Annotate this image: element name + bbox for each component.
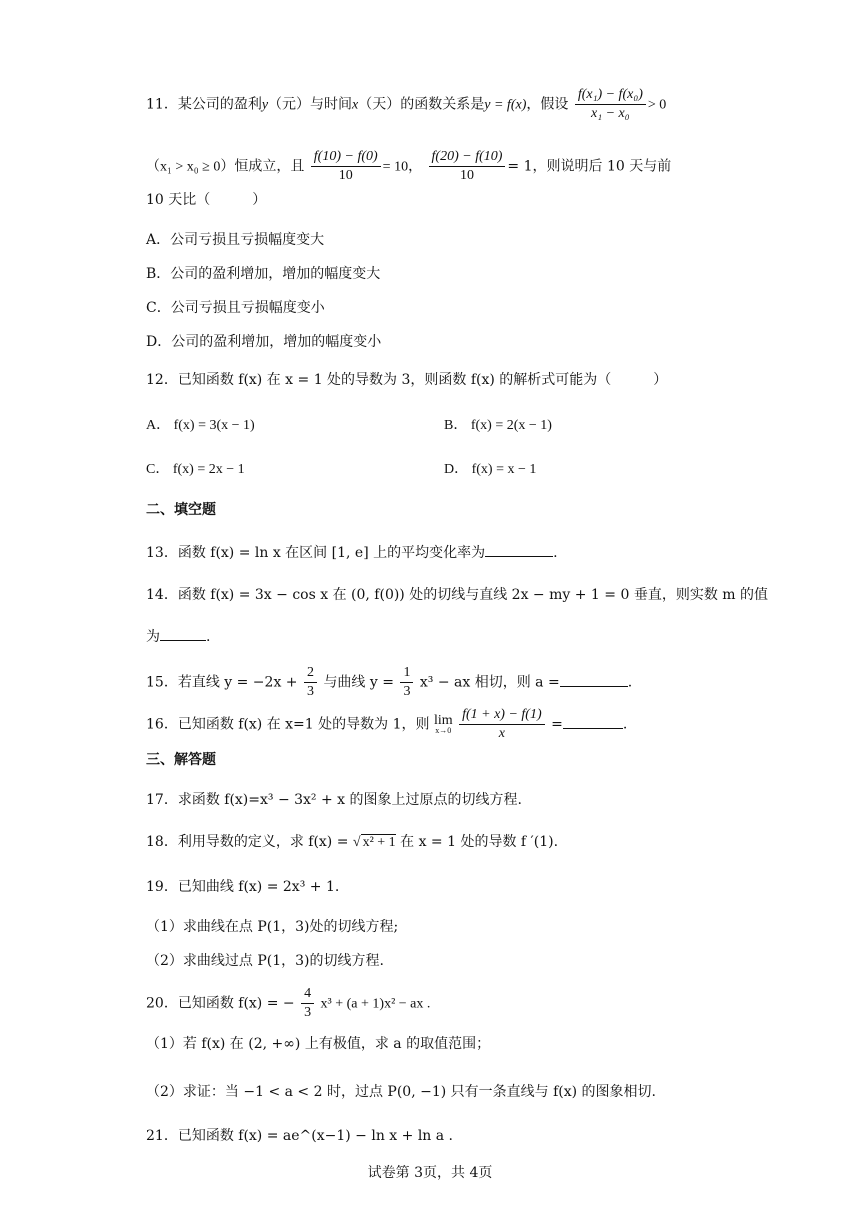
q11-gt0: > 0: [647, 97, 667, 113]
q20-text-b: x³ + (a + 1)x² − ax .: [320, 996, 431, 1012]
q11-frac1-den: 10: [338, 168, 353, 183]
q14-line2: [146, 626, 210, 647]
q19-part2: （2）求曲线过点 P(1，3)的切线方程.: [146, 953, 384, 969]
q11-option-c: C．公司亏损且亏损幅度变小: [146, 300, 325, 316]
q18-radicand: x² + 1: [362, 835, 396, 850]
q15-frac2-den: 3: [403, 684, 411, 699]
q18-text-a: 18．利用导数的定义，求 f(x) =: [146, 834, 349, 850]
q16-period: .: [622, 716, 628, 733]
q12-option-a: A． f(x) = 3(x − 1): [146, 418, 255, 433]
q15-frac1-den: 3: [306, 684, 314, 699]
q11-option-a: A．公司亏损且亏损幅度变大: [146, 232, 325, 248]
q20-part2: （2）求证：当 −1 < a < 2 时，过点 P(0, −1) 只有一条直线与 f(x) 的图象相切.: [146, 1084, 657, 1100]
q16-lim-label: lim: [433, 712, 453, 728]
q12-stem: 12．已知函数 f(x) 在 x = 1 处的导数为 3，则函数 f(x) 的解析式可能为（ ）: [146, 372, 668, 388]
q19-stem: 19．已知曲线 f(x) = 2x³ + 1.: [146, 879, 340, 895]
q18-text-b: 在 x = 1 处的导数 f ′(1).: [400, 834, 559, 850]
q11-fraction-2: [429, 148, 506, 185]
q11-frac-num: f(x₁) − f(x₀): [575, 86, 646, 105]
q14-answer-blank[interactable]: [160, 626, 206, 641]
q15: [146, 664, 632, 701]
q11-option-d: D．公司的盈利增加，增加的幅度变小: [146, 334, 382, 350]
q11-condition: （x₁ > x₀ ≥ 0）恒成立，且: [146, 159, 305, 175]
q16-frac-num: f(1 + x) − f(1): [459, 706, 545, 725]
q17: 17．求函数 f(x)=x³ − 3x² + x 的图象上过原点的切线方程.: [146, 792, 522, 808]
q12-option-c: C． f(x) = 2x − 1: [146, 462, 245, 477]
q16-limit: [433, 712, 453, 735]
q11-line1: [146, 86, 666, 123]
section-fill-in-heading: 二、填空题: [146, 502, 216, 518]
q11-line2: [146, 148, 671, 185]
q11-line3: 10 天比（ ）: [146, 192, 267, 208]
q13-text: 13．函数 f(x) = ln x 在区间 [1, e] 上的平均变化率为: [146, 545, 486, 561]
q11-var-y: y: [261, 97, 269, 113]
q16-fraction: [459, 706, 545, 743]
q11-var-x: x: [352, 97, 359, 113]
q15-text-a: 15．若直线 y = −2x +: [146, 674, 298, 691]
q16-eq: =: [551, 716, 563, 733]
sqrt-icon: √: [352, 835, 361, 850]
q19-part1: （1）求曲线在点 P(1，3)处的切线方程;: [146, 919, 399, 935]
q12-option-d: D． f(x) = x − 1: [444, 462, 537, 477]
q11-fraction-1: [311, 148, 381, 185]
q15-frac1-num: 2: [304, 664, 317, 683]
q14-period: .: [206, 629, 211, 645]
q13-answer-blank[interactable]: [485, 542, 553, 557]
q11-eq1: = 1，则说明后 10 天与前: [507, 158, 672, 175]
q11-text-b: （元）与时间: [268, 96, 353, 113]
q14-line1: 14．函数 f(x) = 3x − cos x 在 (0, f(0)) 处的切线与直线 2x − my + 1 = 0 垂直，则实数 m 的值: [146, 587, 768, 603]
q21: 21．已知函数 f(x) = ae^(x−1) − ln x + ln a .: [146, 1128, 454, 1144]
q20-frac-num: 4: [301, 985, 314, 1004]
q11-text-d: ，假设: [526, 96, 569, 113]
q15-period: .: [627, 674, 633, 691]
q20-stem: [146, 985, 430, 1022]
q20-fraction: [301, 985, 314, 1022]
q14-text-b: 为: [146, 629, 160, 645]
q11-frac1-num: f(10) − f(0): [311, 148, 381, 167]
q11-eq10: = 10，: [382, 159, 423, 175]
q16-lim-sub: x→0: [435, 725, 452, 735]
q20-part1: （1）若 f(x) 在 (2, +∞) 上有极值，求 a 的取值范围；: [146, 1036, 491, 1052]
q16: [146, 706, 627, 743]
q13-period: .: [553, 545, 558, 561]
q11-frac2-num: f(20) − f(10): [429, 148, 506, 167]
q11-option-b: B．公司的盈利增加，增加的幅度变大: [146, 266, 381, 282]
q11-func: y = f(x): [484, 97, 527, 113]
q11-text-c: （天）的函数关系是: [358, 96, 485, 113]
q11-frac-den: x₁ − x₀: [591, 106, 630, 121]
q15-fraction-2: [400, 664, 413, 701]
q16-answer-blank[interactable]: [563, 714, 623, 729]
section-solve-heading: 三、解答题: [146, 752, 216, 768]
q15-text-b: 与曲线 y =: [323, 674, 394, 691]
page-footer: 试卷第 3页，共 4页: [367, 1165, 493, 1181]
q15-fraction-1: [304, 664, 317, 701]
q20-text-a: 20．已知函数 f(x) = −: [146, 995, 295, 1012]
q15-answer-blank[interactable]: [560, 672, 628, 687]
q13: [146, 542, 558, 563]
q15-frac2-num: 1: [400, 664, 413, 683]
q11-frac2-den: 10: [459, 168, 474, 183]
q18: [146, 832, 558, 853]
q16-frac-den: x: [498, 726, 505, 741]
q16-text-a: 16．已知函数 f(x) 在 x=1 处的导数为 1，则: [146, 716, 430, 733]
q12-option-b: B． f(x) = 2(x − 1): [444, 418, 552, 433]
q11-fraction: [575, 86, 646, 123]
q15-text-c: x³ − ax 相切，则 a =: [419, 674, 560, 691]
q20-frac-den: 3: [304, 1005, 312, 1020]
q11-text-a: 11．某公司的盈利: [146, 96, 262, 113]
